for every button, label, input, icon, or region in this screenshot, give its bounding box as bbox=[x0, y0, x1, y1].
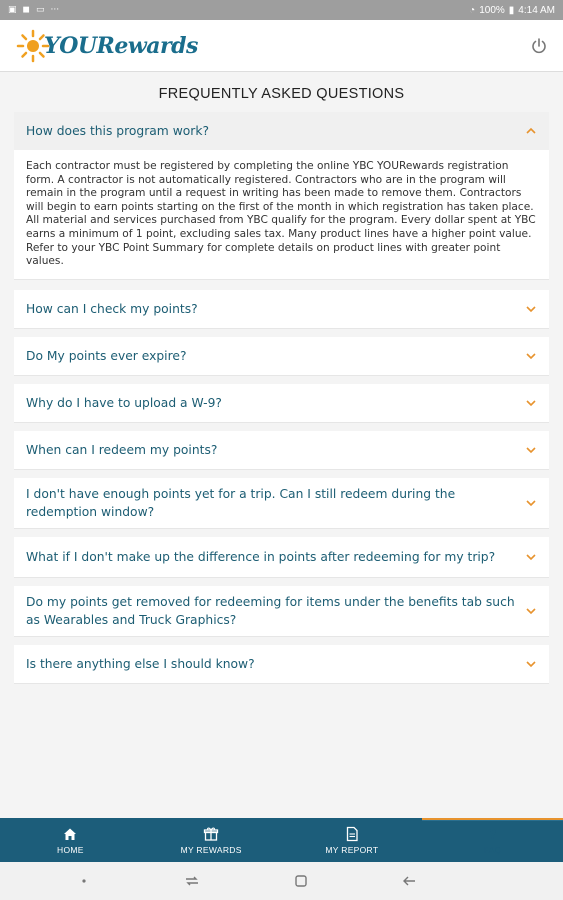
chevron-down-icon bbox=[525, 497, 537, 509]
app-header bbox=[0, 20, 563, 72]
battery-icon: ▮ bbox=[508, 4, 515, 16]
faq-page bbox=[14, 72, 549, 817]
faq-question-toggle[interactable] bbox=[14, 290, 549, 328]
question-icon bbox=[485, 826, 501, 842]
faq-item[interactable] bbox=[14, 384, 549, 423]
faq-item[interactable] bbox=[14, 537, 549, 578]
faq-question-text: How can I check my points? bbox=[26, 301, 198, 316]
notification-icon: ▣ bbox=[8, 5, 17, 15]
faq-question-text: Is there anything else I should know? bbox=[26, 656, 255, 671]
faq-question-toggle[interactable] bbox=[14, 384, 549, 422]
wifi-icon: ◔ bbox=[469, 4, 476, 16]
system-status bbox=[469, 5, 555, 16]
gift-icon bbox=[203, 826, 219, 842]
nav-home[interactable] bbox=[0, 818, 141, 862]
recent-apps-icon[interactable] bbox=[183, 872, 201, 890]
faq-question-toggle[interactable] bbox=[14, 431, 549, 469]
faq-item[interactable] bbox=[14, 337, 549, 376]
chevron-down-icon bbox=[525, 444, 537, 456]
power-icon[interactable] bbox=[529, 36, 549, 56]
active-indicator bbox=[422, 818, 563, 820]
document-icon bbox=[344, 826, 360, 842]
faq-item[interactable] bbox=[14, 645, 549, 684]
logo-text: YOURewards bbox=[44, 32, 198, 59]
faq-question-text: How does this program work? bbox=[26, 124, 209, 138]
nav-label: MY REPORT bbox=[325, 844, 379, 855]
nav-label: HOME bbox=[57, 844, 84, 855]
faq-question-toggle[interactable] bbox=[14, 112, 549, 150]
faq-question-text: Why do I have to upload a W-9? bbox=[26, 395, 222, 410]
notification-icons bbox=[8, 5, 59, 15]
faq-item[interactable] bbox=[14, 586, 549, 637]
faq-item[interactable] bbox=[14, 431, 549, 470]
faq-question-toggle[interactable] bbox=[14, 645, 549, 683]
faq-question-text: Do My points ever expire? bbox=[26, 348, 187, 363]
page-title: FREQUENTLY ASKED QUESTIONS bbox=[158, 86, 405, 102]
clock: 4:14 AM bbox=[518, 4, 555, 16]
faq-question-text: I don't have enough points yet for a trip. Can I still redeem during the redemption window? bbox=[26, 486, 456, 519]
chevron-down-icon bbox=[525, 303, 537, 315]
nav-faq[interactable] bbox=[422, 818, 563, 862]
home-button-icon[interactable] bbox=[292, 872, 310, 890]
nav-my-rewards[interactable] bbox=[141, 818, 282, 862]
battery-level: 100% bbox=[479, 4, 505, 16]
chevron-down-icon bbox=[525, 350, 537, 362]
chevron-down-icon bbox=[525, 551, 537, 563]
chevron-down-icon bbox=[525, 658, 537, 670]
system-navigation-bar bbox=[0, 862, 563, 900]
chevron-down-icon bbox=[525, 397, 537, 409]
faq-question-text: Do my points get removed for redeeming for items under the benefits tab such as Wearables and Truck Graphics? bbox=[26, 594, 515, 627]
faq-question-toggle[interactable] bbox=[14, 586, 549, 636]
notification-icon: ▭ bbox=[36, 5, 45, 15]
faq-question-text: What if I don't make up the difference in points after redeeming for my trip? bbox=[26, 549, 496, 564]
nav-label: MY REWARDS bbox=[180, 844, 242, 855]
faq-item[interactable] bbox=[14, 478, 549, 529]
faq-item bbox=[14, 112, 549, 280]
faq-question-toggle[interactable] bbox=[14, 337, 549, 375]
notification-icon: ◼ bbox=[22, 5, 30, 15]
faq-question-text: When can I redeem my points? bbox=[26, 442, 218, 457]
back-icon[interactable] bbox=[400, 872, 418, 890]
faq-answer: Each contractor must be registered by completing the online YBC YOURewards registration form. A contractor is not automatically registered. Contractors who are in the program will remain in the program until a request in writing has been made to remove them. Contractors will begin to earn points starting on the first of the month in which registration has taken place. All material and services purchased from YBC qualify for the program. Every dollar spent at YBC earns a minimum of 1 point, excluding sales tax. Many product lines have a higher point value. Refer to your YBC Point Summary for complete details on product lines with greater point values. bbox=[14, 150, 549, 279]
faq-item[interactable] bbox=[14, 290, 549, 329]
app-logo[interactable] bbox=[16, 29, 198, 63]
faq-question-toggle[interactable] bbox=[14, 478, 549, 528]
faq-question-toggle[interactable] bbox=[14, 537, 549, 577]
home-icon bbox=[62, 826, 78, 842]
status-bar bbox=[0, 0, 563, 20]
svg-text:?: ? bbox=[488, 827, 497, 842]
chevron-up-icon bbox=[525, 125, 537, 137]
chevron-down-icon bbox=[525, 605, 537, 617]
more-icon: ··· bbox=[50, 5, 60, 15]
nav-my-report[interactable] bbox=[282, 818, 423, 862]
nav-label: FAQ bbox=[483, 844, 502, 855]
bottom-navigation bbox=[0, 818, 563, 862]
dot-icon[interactable] bbox=[75, 872, 93, 890]
